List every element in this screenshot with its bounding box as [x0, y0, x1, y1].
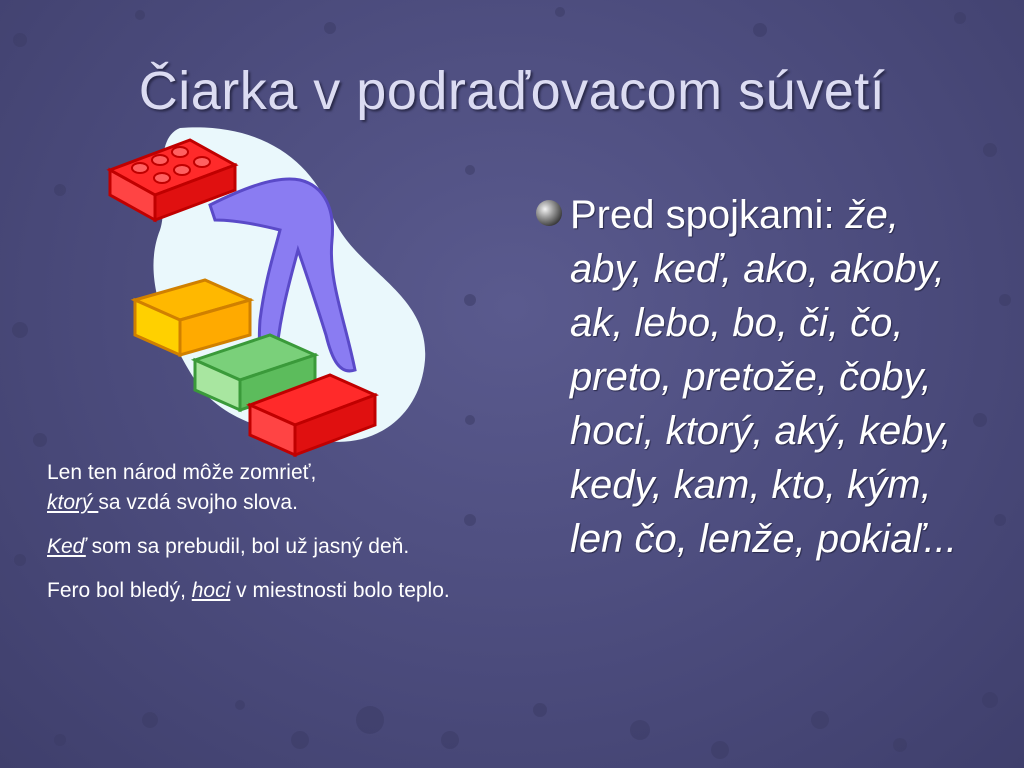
example-conjunction: hoci: [191, 579, 231, 602]
example-conjunction: Keď: [47, 535, 86, 558]
example-text: Fero bol bledý,: [47, 579, 192, 602]
bullet-lead: Pred spojkami:: [570, 193, 846, 237]
example-text: Len ten národ môže zomrieť,: [47, 461, 317, 484]
example-text: v miestnosti bolo teplo.: [230, 579, 450, 602]
example-sentence-1: [47, 458, 467, 518]
slide-title: Čiarka v podraďovacom súvetí: [138, 61, 886, 121]
example-text: som sa prebudil, bol už jasný deň.: [85, 535, 410, 558]
bullet-item: [570, 188, 970, 566]
sphere-bullet-icon: [536, 200, 562, 226]
example-sentence-3: [47, 576, 467, 606]
lego-figure-icon: [100, 120, 440, 460]
example-text: sa vzdá svojho slova.: [98, 491, 298, 514]
example-sentences: [47, 458, 467, 620]
conjunction-list: že, aby, keď, ako, akoby, ak, lebo, bo, či, čo, preto, pretože, čoby, hoci, ktorý, aký, keby, kedy, kam, kto, kým, len čo, lenže, pokiaľ...: [570, 193, 958, 561]
example-conjunction: ktorý: [47, 491, 99, 514]
example-sentence-2: [47, 532, 467, 562]
